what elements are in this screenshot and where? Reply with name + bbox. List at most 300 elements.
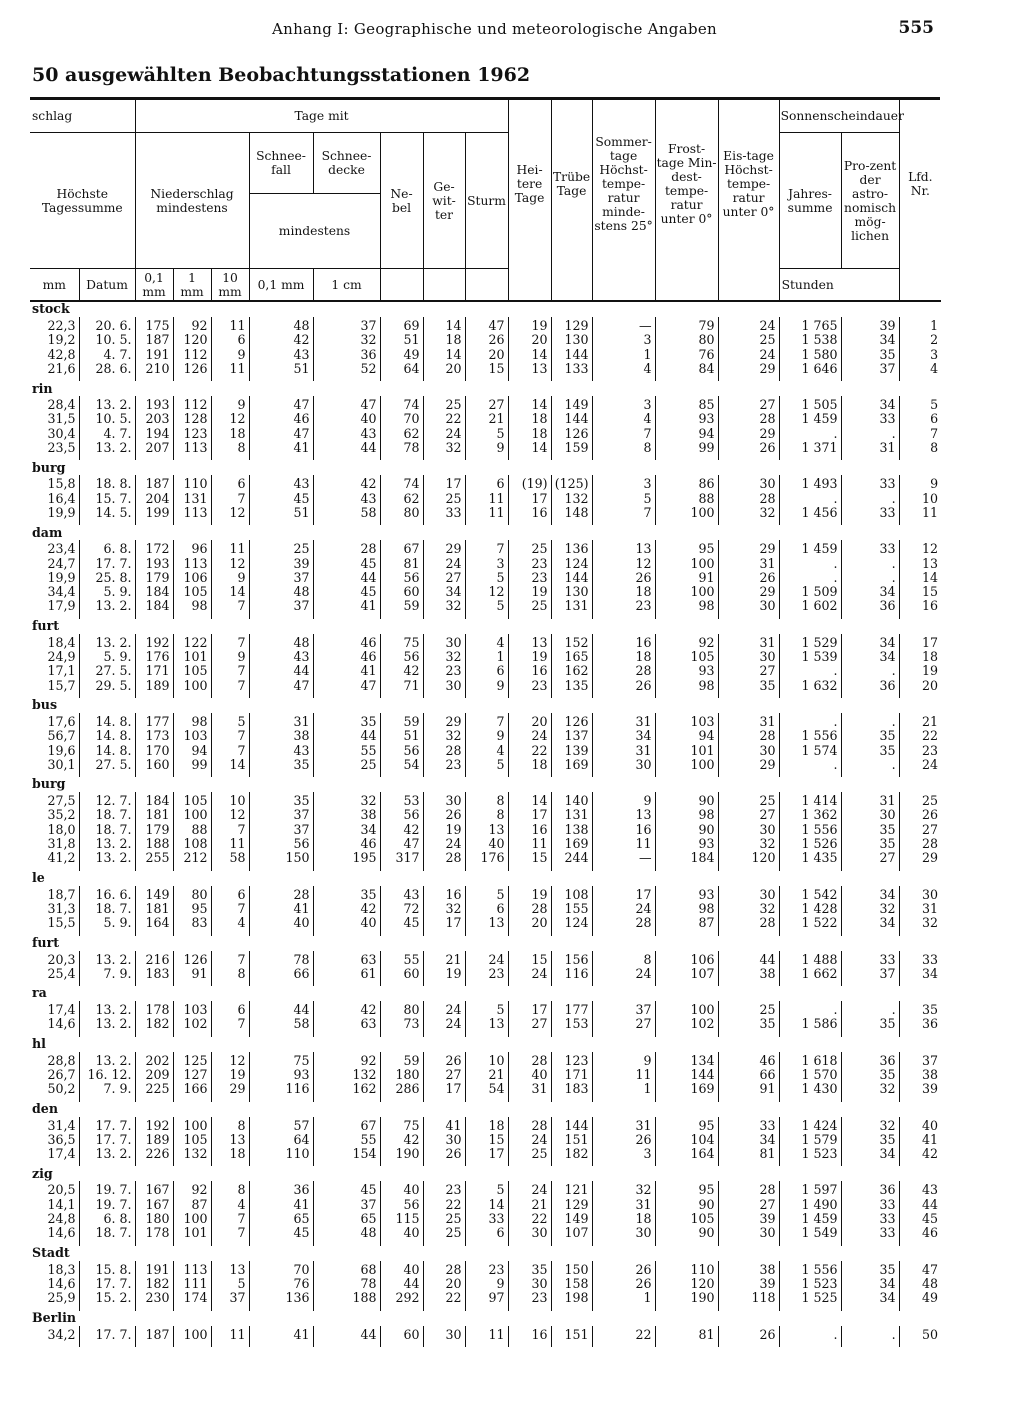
table-cell: 179 (135, 571, 173, 585)
table-cell: 90 (655, 792, 718, 808)
table-cell: 72 (380, 902, 423, 916)
table-cell: 5 (465, 427, 508, 441)
table-cell: 30,4 (30, 427, 79, 441)
unit-1mm: 1 mm (173, 269, 211, 302)
table-cell: 7 (211, 951, 249, 967)
table-cell: 14 (211, 585, 249, 599)
table-cell: 177 (551, 1001, 592, 1017)
table-cell: 27 (423, 571, 465, 585)
table-cell: 32 (423, 902, 465, 916)
table-cell: 17,6 (30, 713, 79, 729)
table-cell: 90 (655, 823, 718, 837)
table-cell: 63 (313, 1017, 380, 1036)
table-cell: 28 (508, 902, 551, 916)
table-cell: 17. 7. (79, 1117, 135, 1133)
table-cell: 32 (423, 729, 465, 743)
table-cell: 26 (718, 1326, 779, 1347)
table-cell: 12 (922, 541, 939, 557)
table-cell: 98 (655, 679, 718, 698)
table-cell: 30,1 (30, 758, 79, 777)
table-cell: 27. 5. (79, 664, 135, 678)
table-cell: 176 (465, 851, 508, 870)
table-cell: 104 (655, 1133, 718, 1147)
table-cell: 16 (508, 664, 551, 678)
table-cell: 43 (249, 744, 313, 758)
table-cell: 1 (592, 1291, 655, 1310)
table-cell: 148 (551, 506, 592, 525)
table-cell: 41 (922, 1131, 939, 1147)
table-cell: 80 (173, 886, 211, 902)
table-cell: 7 (211, 664, 249, 678)
table-cell: 10 (922, 490, 939, 506)
table-cell: 27 (718, 808, 779, 822)
table-cell: 48 (249, 317, 313, 333)
station-data-table (30, 100, 941, 1347)
table-cell: 4 (465, 744, 508, 758)
table-cell: 93 (655, 837, 718, 851)
table-cell: 13. 2. (79, 1147, 135, 1166)
table-cell: 32 (313, 792, 380, 808)
table-cell: 16. 6. (79, 886, 135, 902)
table-cell: 25 (508, 599, 551, 618)
table-cell: 31 (718, 634, 779, 650)
table-cell: 133 (551, 362, 592, 381)
table-cell: 162 (313, 1082, 380, 1101)
table-cell: 25,4 (30, 967, 79, 986)
header-sonnenscheindauer: Sonnenscheindauer (779, 100, 899, 133)
table-cell: 24 (423, 427, 465, 441)
table-cell: 55 (380, 951, 423, 967)
table-cell: 92 (173, 317, 211, 333)
table-row (30, 1017, 941, 1036)
table-cell: 216 (135, 951, 173, 967)
table-cell: 13 (465, 1017, 508, 1036)
table-cell: 91 (718, 1082, 779, 1101)
table-row (30, 396, 941, 412)
table-cell: 1 459 (779, 540, 841, 556)
table-cell: 1 574 (779, 744, 841, 758)
table-row (30, 427, 941, 441)
table-cell: 108 (551, 886, 592, 902)
table-cell: 44 (313, 1326, 380, 1347)
table-cell: 29 (922, 850, 939, 866)
table-cell: 48 (249, 634, 313, 650)
header-schlag: schlag (30, 100, 135, 133)
table-cell: 100 (655, 585, 718, 599)
table-cell: 15,5 (30, 916, 79, 935)
table-cell: 26 (592, 679, 655, 698)
table-cell: 230 (135, 1291, 173, 1310)
table-cell: 171 (551, 1068, 592, 1082)
table-cell: 10 (211, 792, 249, 808)
table-cell: 40 (465, 837, 508, 851)
table-cell: 24 (592, 902, 655, 916)
table-cell: 13. 2. (79, 1001, 135, 1017)
table-cell: 44 (380, 1277, 423, 1291)
table-cell: 7 (211, 679, 249, 698)
table-row (30, 886, 941, 902)
table-row (30, 951, 941, 967)
table-cell: 55 (313, 1133, 380, 1147)
table-cell: 23 (508, 1291, 551, 1310)
table-cell: 37 (922, 1052, 939, 1068)
table-cell: 26 (922, 807, 939, 823)
table-cell: 48 (922, 1275, 939, 1291)
table-cell: 18. 7. (79, 1226, 135, 1245)
table-cell: 24 (423, 837, 465, 851)
table-cell: 7 (211, 902, 249, 916)
table-cell: 23 (592, 599, 655, 618)
header-schneefall: Schnee-fall (249, 133, 313, 194)
table-cell: 24 (718, 317, 779, 333)
table-cell: 13. 2. (79, 634, 135, 650)
table-cell: 42 (313, 475, 380, 491)
table-cell: 182 (135, 1277, 173, 1291)
table-cell: 144 (551, 1117, 592, 1133)
table-cell: 9 (211, 348, 249, 362)
table-cell: 34 (423, 585, 465, 599)
table-cell: 28. 6. (79, 362, 135, 381)
table-row (30, 744, 941, 758)
table-cell: 20 (922, 677, 939, 693)
table-cell: 20,3 (30, 951, 79, 967)
table-cell: 194 (135, 427, 173, 441)
table-cell: 18 (922, 649, 939, 665)
table-cell: 189 (135, 679, 173, 698)
table-cell: 7. 9. (79, 967, 135, 986)
table-cell: 19 (423, 967, 465, 986)
table-cell: 15 (508, 951, 551, 967)
table-cell: 19 (508, 585, 551, 599)
table-cell: 1 424 (779, 1117, 841, 1133)
table-cell: 29 (718, 362, 779, 381)
table-cell: 103 (173, 729, 211, 743)
table-cell: 64 (380, 362, 423, 381)
table-cell: 45 (249, 1226, 313, 1245)
table-cell: 20 (465, 348, 508, 362)
table-cell: 105 (655, 1212, 718, 1226)
table-cell: 16 (592, 823, 655, 837)
table-cell: 101 (655, 744, 718, 758)
table-cell: 116 (551, 967, 592, 986)
table-cell: 51 (380, 729, 423, 743)
table-cell: 1 529 (779, 634, 841, 650)
table-cell: 41 (313, 599, 380, 618)
table-row (30, 967, 941, 986)
table-cell: 37 (313, 317, 380, 333)
table-cell: 135 (551, 679, 592, 698)
table-cell: 51 (249, 362, 313, 381)
table-cell: 11 (211, 317, 249, 333)
table-cell: 22 (508, 1212, 551, 1226)
table-cell: 19. 7. (79, 1181, 135, 1197)
table-cell: 23 (922, 742, 939, 758)
table-row (30, 571, 941, 585)
section-title: 50 ausgewählten Beobachtungsstationen 1962 (32, 64, 531, 86)
table-cell: 94 (173, 744, 211, 758)
table-cell: 101 (173, 1226, 211, 1245)
table-cell: 317 (380, 851, 423, 870)
table-cell: 36 (249, 1181, 313, 1197)
table-cell: 5 (592, 492, 655, 506)
table-cell: 149 (551, 396, 592, 412)
table-cell: 39 (922, 1081, 939, 1097)
table-cell: 100 (655, 557, 718, 571)
table-cell: 67 (380, 540, 423, 556)
table-cell: 23 (423, 664, 465, 678)
table-cell: 25 (922, 793, 939, 809)
table-cell: 31 (592, 1198, 655, 1212)
table-cell: 92 (655, 634, 718, 650)
table-cell: 203 (135, 412, 173, 426)
table-cell: 8 (211, 1181, 249, 1197)
table-cell: 25 (718, 1001, 779, 1017)
table-cell: 1 618 (779, 1052, 841, 1068)
table-cell: 18 (592, 650, 655, 664)
table-cell: 153 (551, 1017, 592, 1036)
table-cell: 98 (173, 599, 211, 618)
table-cell: 18. 7. (79, 823, 135, 837)
table-cell: 151 (551, 1326, 592, 1347)
table-cell: 27 (423, 1068, 465, 1082)
table-cell: 31,5 (30, 412, 79, 426)
table-cell: 128 (173, 412, 211, 426)
table-cell: 38 (313, 808, 380, 822)
table-cell: 3 (465, 557, 508, 571)
table-cell: 106 (655, 951, 718, 967)
table-cell: 14 (423, 317, 465, 333)
table-cell: . (841, 1001, 899, 1017)
table-cell: 17 (592, 886, 655, 902)
table-cell: 19,2 (30, 333, 79, 347)
table-cell: 75 (380, 1117, 423, 1133)
table-cell: 41 (249, 1326, 313, 1347)
table-cell: . (779, 664, 841, 678)
table-cell: 20. 6. (79, 317, 135, 333)
table-cell: 5 (211, 713, 249, 729)
table-cell: 26 (592, 1277, 655, 1291)
table-cell: . (779, 557, 841, 571)
table-cell: 69 (380, 317, 423, 333)
table-cell: 99 (173, 758, 211, 777)
table-cell: 28 (718, 412, 779, 426)
table-cell: 28 (592, 916, 655, 935)
table-cell: 139 (551, 744, 592, 758)
unit-mm: mm (30, 269, 79, 302)
table-cell: 13 (211, 1133, 249, 1147)
table-cell: 28 (313, 540, 380, 556)
table-cell: 7 (211, 492, 249, 506)
table-cell: 35,2 (30, 808, 79, 822)
table-cell: 4 (592, 412, 655, 426)
table-cell: 17,9 (30, 599, 79, 618)
table-cell: (125) (551, 475, 592, 491)
table-row (30, 823, 941, 837)
table-cell: 191 (135, 348, 173, 362)
table-cell: 6 (465, 475, 508, 491)
table-cell: 14 (508, 348, 551, 362)
table-cell: 26 (592, 571, 655, 585)
table-cell: 59 (380, 713, 423, 729)
table-cell: 47 (249, 396, 313, 412)
table-cell: 44 (313, 441, 380, 460)
running-title: Anhang I: Geographische und meteorologische Angaben (272, 20, 717, 38)
table-cell: 179 (135, 823, 173, 837)
table-cell: 12 (592, 557, 655, 571)
table-row (30, 1226, 941, 1245)
table-cell: 17 (508, 1001, 551, 1017)
station-group-name: furt (32, 934, 60, 950)
station-group-name: le (32, 869, 45, 885)
table-cell: 33 (841, 475, 899, 491)
table-cell: 18 (211, 1147, 249, 1166)
table-cell: 93 (655, 886, 718, 902)
table-cell: 31 (508, 1082, 551, 1101)
table-row (30, 851, 941, 870)
table-cell: 2 (930, 332, 939, 348)
table-cell: 25 (508, 1147, 551, 1166)
table-cell: 11 (922, 504, 939, 520)
table-row (30, 902, 941, 916)
header-mindestens: mindestens (249, 194, 380, 269)
table-cell: 74 (380, 396, 423, 412)
table-cell: 29 (423, 713, 465, 729)
table-cell: 107 (551, 1226, 592, 1245)
table-cell: 44 (313, 571, 380, 585)
table-cell: 48 (249, 585, 313, 599)
table-cell: 23 (508, 679, 551, 698)
table-cell: 100 (655, 506, 718, 525)
table-cell: 1 (465, 650, 508, 664)
table-cell: 23 (508, 557, 551, 571)
table-cell: 42 (249, 333, 313, 347)
table-cell: 13. 2. (79, 599, 135, 618)
table-cell: 1 522 (779, 916, 841, 935)
table-cell: 17. 7. (79, 1277, 135, 1291)
table-cell: 30 (423, 679, 465, 698)
table-cell: 167 (135, 1198, 173, 1212)
table-cell: 6. 8. (79, 540, 135, 556)
table-cell: 43 (249, 650, 313, 664)
table-cell: . (841, 758, 899, 777)
table-cell: 32 (718, 837, 779, 851)
table-cell: 14. 8. (79, 744, 135, 758)
table-cell: 34,2 (30, 1326, 79, 1347)
table-cell: 26,7 (30, 1068, 79, 1082)
table-cell: 18 (592, 1212, 655, 1226)
table-cell: 38 (922, 1066, 939, 1082)
station-group-header (30, 525, 941, 540)
table-cell: 100 (173, 808, 211, 822)
table-cell: 28 (592, 664, 655, 678)
table-cell: 95 (173, 902, 211, 916)
table-cell: 129 (551, 1198, 592, 1212)
table-cell: 45 (380, 916, 423, 935)
table-cell: 1 597 (779, 1181, 841, 1197)
table-cell: 59 (380, 1052, 423, 1068)
station-group-name: furt (32, 618, 60, 634)
table-cell: 35 (841, 837, 899, 851)
table-cell: (19) (508, 475, 551, 491)
table-cell: 225 (135, 1082, 173, 1101)
table-cell: 9 (592, 1052, 655, 1068)
table-cell: 41 (313, 664, 380, 678)
table-cell: 11 (592, 837, 655, 851)
table-cell: 70 (380, 412, 423, 426)
table-cell: 116 (249, 1082, 313, 1101)
table-cell: 46 (313, 634, 380, 650)
table-cell: 17 (508, 492, 551, 506)
table-cell: 13. 2. (79, 951, 135, 967)
table-cell: 25 (508, 540, 551, 556)
table-row (30, 1052, 941, 1068)
unit-10mm: 10 mm (211, 269, 249, 302)
table-cell: 80 (380, 1001, 423, 1017)
table-cell: . (779, 492, 841, 506)
table-cell: 29 (718, 758, 779, 777)
table-cell: 134 (655, 1052, 718, 1068)
table-cell: 22 (922, 728, 939, 744)
table-cell: 286 (380, 1082, 423, 1101)
table-cell: 36 (841, 1181, 899, 1197)
unit-stunden: Stunden (779, 269, 899, 302)
table-cell: 28 (423, 851, 465, 870)
table-cell: 7 (211, 729, 249, 743)
table-cell: 103 (655, 713, 718, 729)
table-row (30, 557, 941, 571)
table-cell: 164 (655, 1147, 718, 1166)
table-cell: 15. 8. (79, 1261, 135, 1277)
table-cell: 177 (135, 713, 173, 729)
table-cell: 8 (211, 1117, 249, 1133)
table-cell: 43 (922, 1182, 939, 1198)
table-cell: 15,8 (30, 475, 79, 491)
table-cell: 21,6 (30, 362, 79, 381)
table-cell: 7 (592, 427, 655, 441)
table-row (30, 1261, 941, 1277)
table-cell: 25,9 (30, 1291, 79, 1310)
table-cell: 102 (173, 1017, 211, 1036)
table-cell: 149 (551, 1212, 592, 1226)
station-group-header (30, 1037, 941, 1052)
table-cell: 166 (173, 1082, 211, 1101)
table-cell: 13 (592, 540, 655, 556)
table-cell: 16 (508, 823, 551, 837)
table-cell: 4 (930, 360, 939, 376)
table-cell: 14 (211, 758, 249, 777)
header-truebe-tage: Trübe Tage (551, 100, 592, 269)
table-cell: 8 (592, 441, 655, 460)
table-cell: 1 430 (779, 1082, 841, 1101)
table-cell: 22 (423, 412, 465, 426)
table-cell: 15. 2. (79, 1291, 135, 1310)
table-cell: 31,8 (30, 837, 79, 851)
table-cell: 40 (380, 1261, 423, 1277)
table-cell: 37 (313, 1198, 380, 1212)
table-cell: 30 (508, 1226, 551, 1245)
table-cell: 83 (173, 916, 211, 935)
table-cell: 1 570 (779, 1068, 841, 1082)
station-group-name: hl (32, 1036, 46, 1052)
header-hoechste-tagessumme: Höchste Tagessumme (30, 133, 135, 269)
table-cell: 87 (173, 1198, 211, 1212)
table-cell: 169 (655, 1082, 718, 1101)
table-cell: 61 (313, 967, 380, 986)
table-cell: 34 (841, 650, 899, 664)
table-cell: 47 (249, 427, 313, 441)
table-cell: 46 (313, 650, 380, 664)
table-cell: 78 (380, 441, 423, 460)
